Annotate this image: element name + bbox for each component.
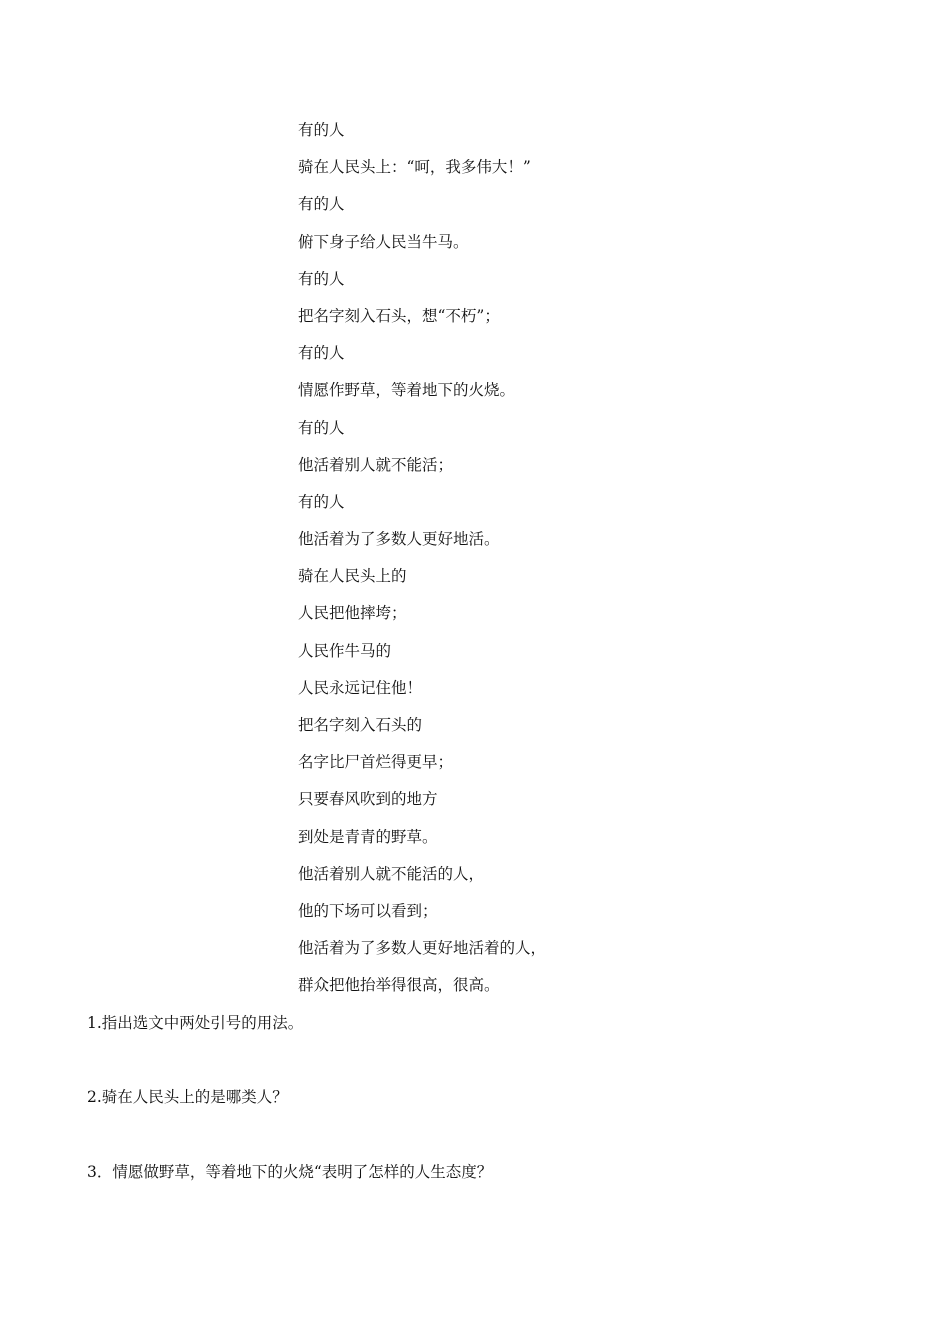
- poem-line: 只要春风吹到的地方: [298, 790, 438, 809]
- poem-line: 他活着为了多数人更好地活。: [298, 530, 500, 549]
- poem-line: 到处是青青的野草。: [298, 827, 438, 846]
- poem-line: 有的人: [298, 195, 345, 214]
- poem-line: 有的人: [298, 418, 345, 437]
- question-number: 2.: [87, 1088, 102, 1106]
- question-2: [87, 1084, 288, 1110]
- poem-line: 把名字刻入石头的: [298, 716, 423, 734]
- poem-line: 群众把他抬举得很高，很高。: [298, 976, 500, 995]
- poem-line: 人民永远记住他！: [298, 678, 423, 697]
- poem-line: 他活着别人就不能活；: [298, 455, 454, 474]
- poem-line: 他的下场可以看到；: [298, 901, 438, 920]
- question-number: 3．: [87, 1163, 113, 1181]
- poem-line: 把名字刻入石头，想“不朽”；: [298, 306, 500, 325]
- poem-line: 俯下身子给人民当牛马。: [298, 232, 469, 251]
- question-1: [87, 1010, 303, 1036]
- question-number: 1.: [87, 1014, 102, 1032]
- poem-line: 有的人: [298, 269, 345, 288]
- poem-line: 他活着为了多数人更好地活着的人，: [298, 939, 547, 958]
- poem-line: 骑在人民头上的: [298, 567, 407, 586]
- question-3: [87, 1159, 492, 1185]
- poem-line: 有的人: [298, 121, 345, 139]
- question-text: 指出选文中两处引号的用法。: [101, 1014, 304, 1032]
- poem-line: 人民作牛马的: [298, 641, 392, 660]
- poem-line: 他活着别人就不能活的人，: [298, 864, 485, 883]
- poem-line: 名字比尸首烂得更早；: [298, 753, 454, 772]
- poem: [298, 117, 546, 1010]
- question-text: 情愿做野草，等着地下的火烧“表明了怎样的人生态度？: [112, 1163, 493, 1181]
- poem-line: 有的人: [298, 344, 345, 363]
- question-text: 骑在人民头上的是哪类人？: [101, 1088, 288, 1106]
- poem-line: 有的人: [298, 492, 345, 511]
- poem-line: 骑在人民头上：“呵，我多伟大！”: [298, 158, 531, 177]
- poem-line: 情愿作野草，等着地下的火烧。: [298, 381, 516, 400]
- poem-line: 人民把他摔垮；: [298, 604, 407, 623]
